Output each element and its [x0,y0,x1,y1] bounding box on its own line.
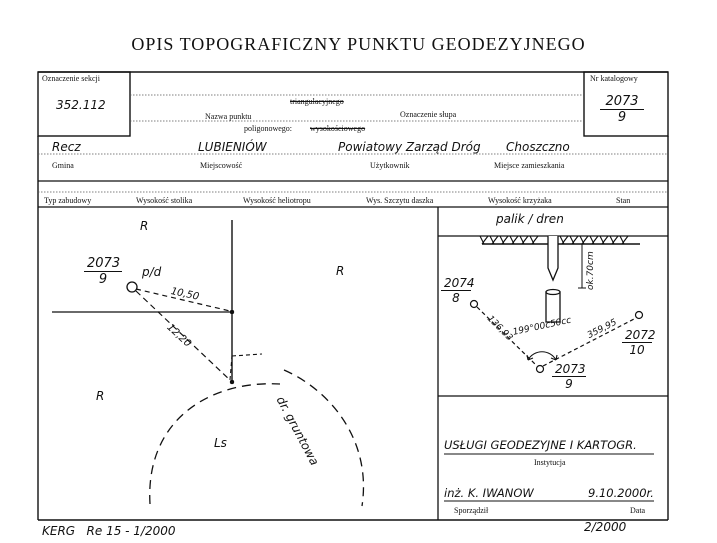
point-type-struck: triangulacyjnego [290,97,344,106]
gmina-label: Gmina [52,161,74,170]
angle-label: 199°00c50cc [512,315,573,338]
marker-right-point: $\frac{2072}{10}$ [622,328,652,357]
wys-szczytu-daszka-label: Wys. Szczytu daszka [366,196,434,205]
stan-label: Stan [616,196,631,205]
author-label: Sporządził [454,506,489,515]
distance-label: 136,93 [484,314,515,344]
zamieszkanie-label: Miejsce zamieszkania [494,161,565,170]
point-mark-label: p/d [142,265,162,279]
land-use-label: R [140,219,149,233]
road-label: dr. gruntowa [273,394,322,468]
gmina-value: Recz [52,140,81,154]
page-title: OPIS TOPOGRAFICZNY PUNKTU GEODEZYJNEGO [131,34,586,54]
section-label: Oznaczenie sekcji [42,74,100,83]
miejscowosc-label: Miejscowość [200,161,243,170]
sketch-point-number: $\frac{2073}{9}$ [84,256,122,287]
post-label: Oznaczenie słupa [400,110,457,119]
polygon-label: poligonowego: [244,124,292,133]
catalog-number: $\frac{2073}{9}$ [600,94,644,125]
catalog-label: Nr katalogowy [590,74,638,83]
institution-label: Instytucja [534,458,566,467]
point-name-label: Nazwa punktu [205,112,252,121]
section-value: 352.112 [56,98,106,112]
institution-name: USŁUGI GEODEZYJNE I KARTOGR. [444,438,637,452]
marker-title: palik / dren [496,212,564,226]
marker-diagram [471,236,643,373]
date-label: Data [630,506,646,515]
author-name: inż. K. IWANOW [444,486,534,500]
miejscowosc-value: LUBIENIÓW [198,140,267,154]
height-struck: wysokościowego [310,124,366,133]
wysokosc-stolika-label: Wysokość stolika [136,196,193,205]
land-use-label: R [336,264,345,278]
forest-label: Ls [214,436,227,450]
typ-zabudowy-label: Typ zabudowy [44,196,92,205]
wysokosc-heliotropu-label: Wysokość heliotropu [243,196,311,205]
footer-reference: KERG Re 15 - 1/2000 [42,524,176,538]
wysokosc-krzyzaka-label: Wysokość krzyżaka [488,196,552,205]
zamieszkanie-value: Choszczno [506,140,570,154]
footer-number: 2/2000 [584,520,627,534]
land-use-label: R [96,389,105,403]
marker-center-point: $\frac{2073}{9}$ [552,362,586,391]
marker-left-point: $\frac{2074}{8}$ [441,276,471,305]
distance-label: 12,20 [164,322,193,350]
uzytkownik-label: Użytkownik [370,161,410,170]
uzytkownik-value: Powiatowy Zarząd Dróg [338,140,481,154]
distance-label: 359,95 [586,317,619,341]
prepared-date: 9.10.2000r. [588,486,654,500]
distance-label: 10,50 [169,286,201,303]
depth-label: ok.70cm [586,251,596,290]
